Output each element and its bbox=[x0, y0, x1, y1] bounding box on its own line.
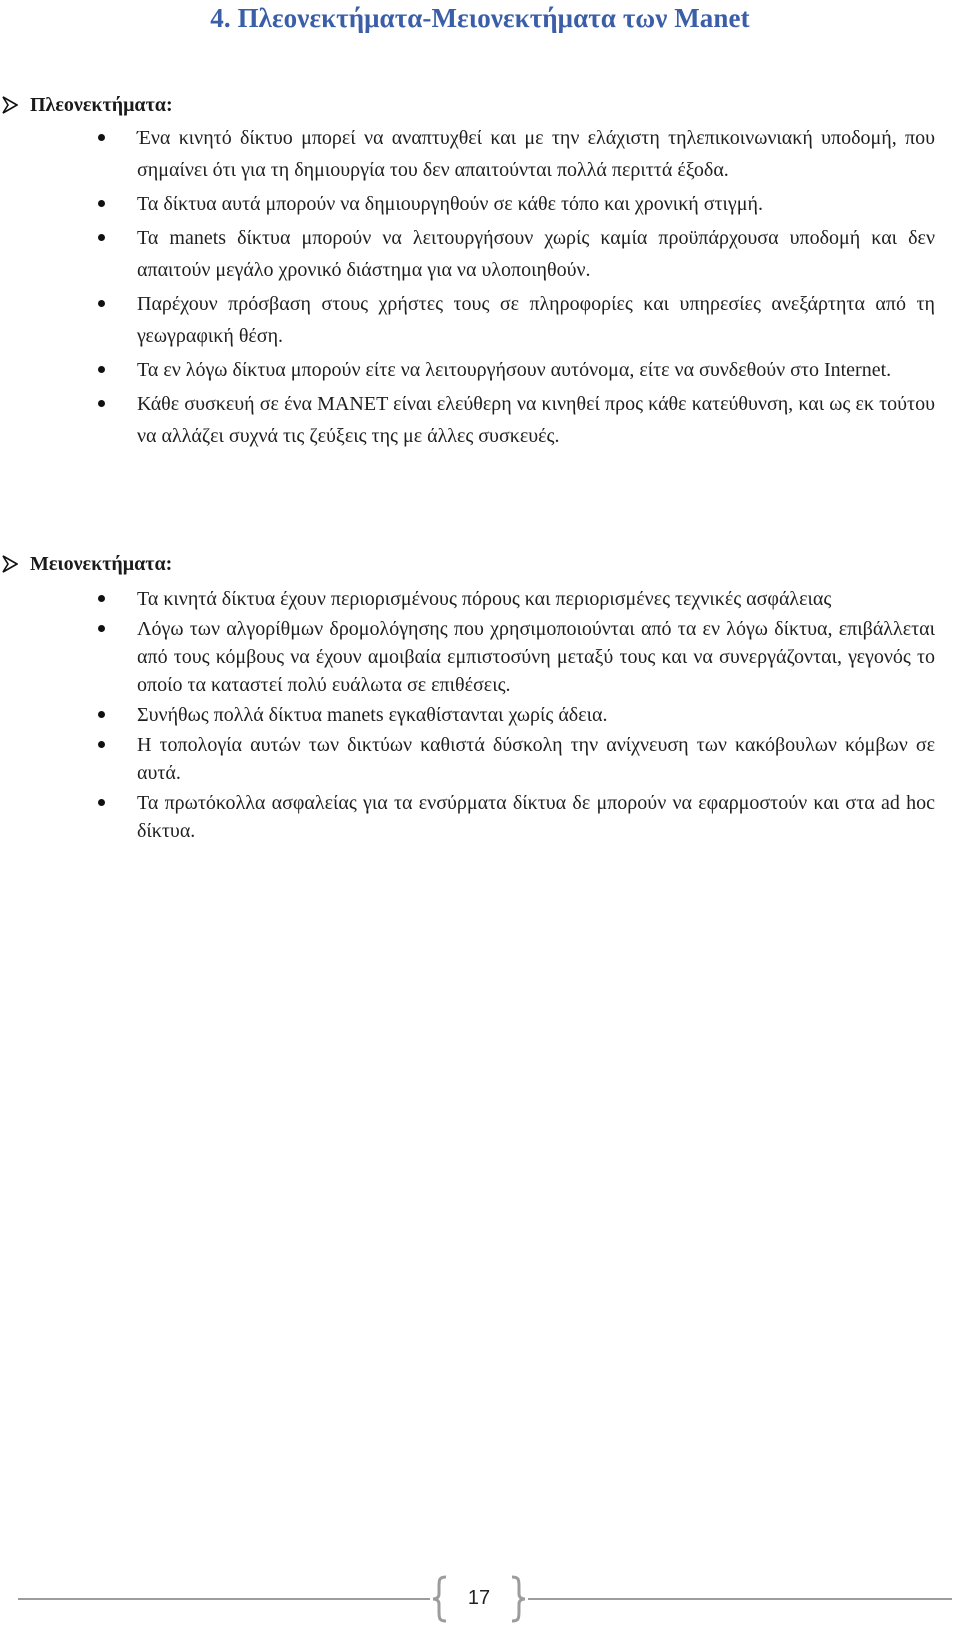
arrow-bullet-icon bbox=[2, 555, 18, 573]
bullet-dot-icon bbox=[98, 625, 105, 632]
bullet-dot-icon bbox=[98, 134, 105, 141]
bullet-dot-icon bbox=[98, 711, 105, 718]
advantages-list bbox=[0, 122, 960, 454]
list-item bbox=[137, 354, 935, 386]
list-item bbox=[137, 288, 935, 352]
list-item-text: Η τοπολογία αυτών των δικτύων καθιστά δύσκολη την ανίχνευση των κακόβουλων κόμβων σε αυτά. bbox=[137, 734, 935, 784]
bullet-dot-icon bbox=[98, 400, 105, 407]
disadvantages-heading-label: Μειονεκτήματα: bbox=[30, 553, 173, 575]
bullet-dot-icon bbox=[98, 234, 105, 241]
page-footer bbox=[0, 1575, 960, 1625]
list-item-text: Παρέχουν πρόσβαση στους χρήστες τους σε πληροφορίες και υπηρεσίες ανεξάρτητα από τη γεωγραφική θέση. bbox=[137, 293, 935, 347]
right-brace-icon bbox=[508, 1575, 528, 1623]
bullet-dot-icon bbox=[98, 300, 105, 307]
disadvantages-heading bbox=[2, 551, 172, 577]
list-item bbox=[137, 388, 935, 452]
list-item bbox=[137, 122, 935, 186]
page-number: 17 bbox=[467, 1587, 491, 1609]
list-item bbox=[137, 585, 935, 613]
list-item-text: Τα πρωτόκολλα ασφαλείας για τα ενσύρματα δίκτυα δε μπορούν να εφαρμοστούν και στα ad hoc δίκτυα. bbox=[137, 792, 935, 842]
list-item-text: Ένα κινητό δίκτυο μπορεί να αναπτυχθεί και με την ελάχιστη τηλεπικοινωνιακή υποδομή, που σημαίνει ότι για τη δημιουργία του δεν απαιτούνται πολλά περιττά έξοδα. bbox=[137, 127, 935, 181]
list-item bbox=[137, 731, 935, 787]
arrow-bullet-icon bbox=[2, 96, 18, 114]
list-item bbox=[137, 615, 935, 699]
footer-rule-left bbox=[18, 1598, 430, 1600]
disadvantages-list bbox=[0, 585, 960, 847]
page-title: 4. Πλεονεκτήματα-Μειονεκτήματα των Manet bbox=[210, 3, 750, 33]
list-item-text: Τα δίκτυα αυτά μπορούν να δημιουργηθούν σε κάθε τόπο και χρονική στιγμή. bbox=[137, 193, 763, 215]
list-item bbox=[137, 222, 935, 286]
list-item-text: Τα manets δίκτυα μπορούν να λειτουργήσουν χωρίς καμία προϋπάρχουσα υποδομή και δεν απαιτούν μεγάλο χρονικό διάστημα για να υλοποιηθούν. bbox=[137, 227, 935, 281]
advantages-heading-label: Πλεονεκτήματα: bbox=[30, 94, 173, 116]
list-item-text: Τα εν λόγω δίκτυα μπορούν είτε να λειτουργήσουν αυτόνομα, είτε να συνδεθούν στο Internet. bbox=[137, 359, 892, 381]
bullet-dot-icon bbox=[98, 200, 105, 207]
list-item bbox=[137, 789, 935, 845]
footer-rule-right bbox=[528, 1598, 952, 1600]
list-item bbox=[137, 188, 935, 220]
bullet-dot-icon bbox=[98, 741, 105, 748]
list-item bbox=[137, 701, 935, 729]
list-item-text: Λόγω των αλγορίθμων δρομολόγησης που χρησιμοποιούνται από τα εν λόγω δίκτυα, επιβάλλεται από τους κόμβους να έχουν αμοιβαία εμπιστοσύνη μεταξύ τους και να συνεργάζονται, γεγονός το οποίο τα καταστεί πολύ ευάλωτα σε επιθέσεις. bbox=[137, 618, 935, 696]
list-item-text: Τα κινητά δίκτυα έχουν περιορισμένους πόρους και περιορισμένες τεχνικές ασφάλειας bbox=[137, 588, 832, 610]
bullet-dot-icon bbox=[98, 366, 105, 373]
bullet-dot-icon bbox=[98, 595, 105, 602]
list-item-text: Κάθε συσκευή σε ένα MANET είναι ελεύθερη να κινηθεί προς κάθε κατεύθυνση, και ως εκ τούτου να αλλάζει συχνά τις ζεύξεις της με άλλες συσκευές. bbox=[137, 393, 935, 447]
bullet-dot-icon bbox=[98, 799, 105, 806]
advantages-heading bbox=[2, 92, 173, 118]
list-item-text: Συνήθως πολλά δίκτυα manets εγκαθίστανται χωρίς άδεια. bbox=[137, 704, 608, 726]
left-brace-icon bbox=[430, 1575, 450, 1623]
